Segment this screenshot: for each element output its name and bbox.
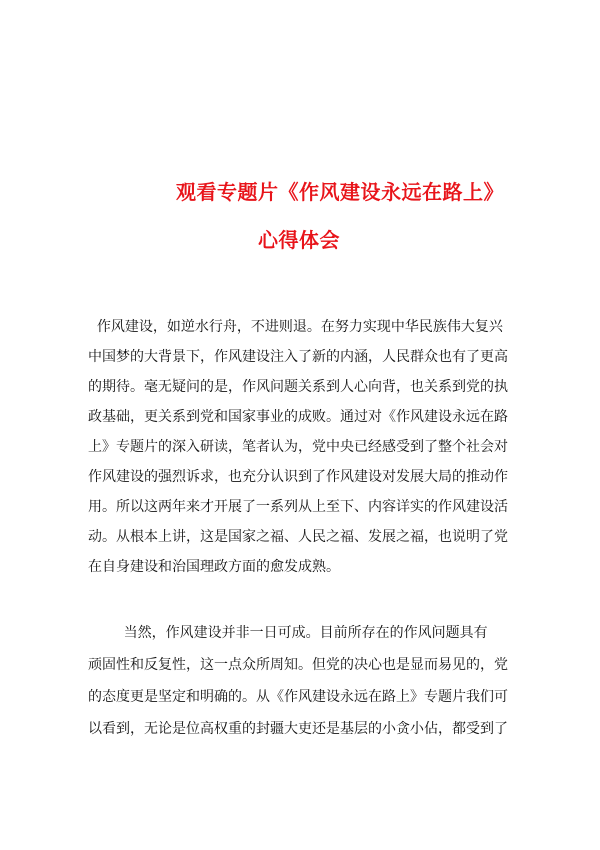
paragraph-line: 顽固性和反复性，这一点众所周知。但党的决心也是显而易见的，党	[88, 657, 508, 673]
paragraph-line: 在自身建设和治国理政方面的愈发成熟。	[88, 559, 340, 575]
paragraph-line: 中国梦的大背景下，作风建设注入了新的内涵，人民群众也有了更高	[88, 349, 508, 365]
document-subtitle: 心得体会	[258, 228, 340, 252]
paragraph-line: 上》专题片的深入研读，笔者认为，党中央已经感受到了整个社会对	[88, 439, 508, 455]
paragraph-line: 的态度更是坚定和明确的。从《作风建设永远在路上》专题片我们可	[88, 689, 508, 705]
document-title: 观看专题片《作风建设永远在路上》	[176, 180, 504, 204]
paragraph-line: 当然，作风建设并非一日可成。目前所存在的作风问题具有	[88, 625, 488, 641]
paragraph-line: 作风建设，如逆水行舟，不进则退。在努力实现中华民族伟大复兴	[88, 319, 503, 335]
paragraph-line: 以看到，无论是位高权重的封疆大吏还是基层的小贪小佔，都受到了	[88, 721, 508, 737]
paragraph-line: 的期待。毫无疑问的是，作风问题关系到人心向背，也关系到党的执	[88, 379, 508, 395]
paragraph-line: 用。所以这两年来才开展了一系列从上至下、内容详实的作风建设活	[88, 499, 508, 515]
paragraph-line: 作风建设的强烈诉求，也充分认识到了作风建设对发展大局的推动作	[88, 469, 508, 485]
paragraph-line: 动。从根本上讲，这是国家之福、人民之福、发展之福，也说明了党	[88, 529, 508, 545]
paragraph-line: 政基础，更关系到党和国家事业的成败。通过对《作风建设永远在路	[88, 409, 508, 425]
